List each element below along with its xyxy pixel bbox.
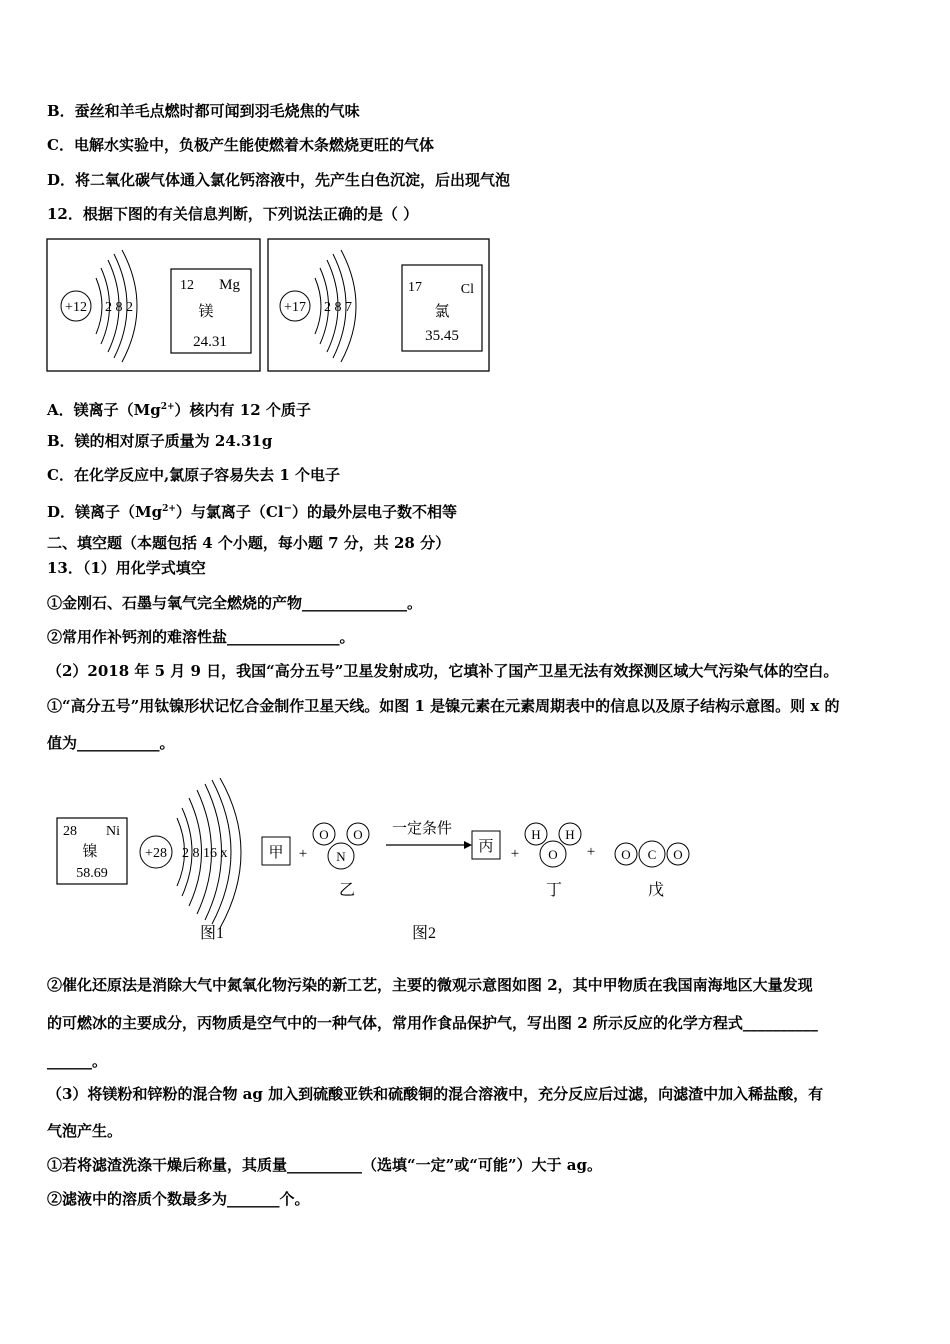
q12-option-d [47,499,457,522]
reaction-condition: 一定条件 [391,821,453,837]
plus-3: + [586,844,596,860]
yi-label: 乙 [338,882,356,899]
ni-name: 镍 [82,844,98,860]
q13-p7: 的可燃冰的主要成分，丙物质是空气中的一种气体，常用作食品保护气，写出图 2 所示反应的化学方程式__________ [47,1014,818,1032]
cl-number: 17 [408,280,422,295]
q12-d-text: D．镁离子（Mg [47,503,163,521]
q12-option-b: B．镁的相对原子质量为 24.31g [47,432,273,450]
plus-1: + [298,846,308,862]
q13-p8: ______。 [47,1052,108,1070]
jia-label: 甲 [268,845,284,861]
q13-p3: （2）2018 年 5 月 9 日，我国“高分五号”卫星发射成功，它填补了国产卫星无法有效探测区域大气污染气体的空白。 [47,662,839,680]
o-atom-1: O [319,827,329,842]
figures-1-2 [52,778,712,948]
option-b: B．蚕丝和羊毛点燃时都可闻到羽毛烧焦的气味 [47,102,360,120]
mg-shell-1-icon [96,278,102,334]
q12-d-charge-2: − [283,503,292,514]
o-atom-3: O [548,847,558,862]
cl-name: 氯 [434,304,450,320]
ni-shells: 2 8 16 x [182,846,228,861]
q13-p12: ②滤液中的溶质个数最多为_______个。 [47,1190,310,1208]
mg-nucleus: +12 [65,300,87,315]
q12-d-text-end: ）的最外层电子数不相等 [291,503,457,521]
cl-mass: 35.45 [425,328,459,344]
o-atom-2: O [353,827,363,842]
q12-a-text-end: ）核内有 12 个质子 [174,401,311,419]
q13-p6: ②催化还原法是消除大气中氮氧化物污染的新工艺，主要的微观示意图如图 2，其中甲物质在我国南海地区大量发现 [47,976,813,994]
option-d: D．将二氧化碳气体通入氯化钙溶液中，先产生白色沉淀，后出现气泡 [47,171,511,189]
ni-nucleus: +28 [145,846,167,861]
q13-p10: 气泡产生。 [47,1122,123,1140]
o-atom-4: O [621,847,631,862]
q13-p4: ①“高分五号”用钛镍形状记忆合金制作卫星天线。如图 1 是镍元素在元素周期表中的信息以及原子结构示意图。则 x 的 [47,697,840,715]
q12-option-c: C．在化学反应中,氯原子容易失去 1 个电子 [47,466,341,484]
q12-a-charge: 2+ [160,402,175,412]
q12-d-charge: 2+ [162,504,176,514]
question-12-stem: 12．根据下图的有关信息判断，下列说法正确的是（ ） [47,205,419,223]
q13-p2: ②常用作补钙剂的难溶性盐_______________。 [47,628,355,646]
o-atom-5: O [673,847,683,862]
q12-a-text: A．镁离子（Mg [47,401,161,419]
cl-nucleus: +17 [284,300,306,315]
cl-shell-1-icon [315,278,321,334]
mg-number: 12 [180,278,194,293]
ni-symbol: Ni [106,824,120,839]
arrow-head-icon [464,841,472,849]
q13-p9: （3）将镁粉和锌粉的混合物 ag 加入到硫酸亚铁和硫酸铜的混合溶液中，充分反应后过滤，向滤渣中加入稀盐酸，有 [47,1085,824,1103]
cl-symbol: Cl [460,282,474,297]
n-atom: N [336,849,346,864]
q12-figure [46,238,492,374]
mg-shells: 2 8 2 [105,300,133,315]
q13-title: 13．（1）用化学式填空 [47,559,206,577]
ding-label: 丁 [545,882,563,899]
ni-mass: 58.69 [76,866,108,881]
fig1-caption: 图1 [199,925,225,942]
section-2-title: 二、填空题（本题包括 4 个小题，每小题 7 分，共 28 分） [47,534,451,552]
cl-shells: 2 8 7 [324,300,352,315]
mg-mass: 24.31 [193,334,227,350]
option-c: C．电解水实验中，负极产生能使燃着木条燃烧更旺的气体 [47,136,434,154]
c-atom: C [647,847,657,862]
q13-p11: ①若将滤渣洗涤干燥后称量，其质量__________（选填“一定”或“可能”）大于 ag。 [47,1156,602,1174]
q13-p1: ①金刚石、石墨与氧气完全燃烧的产物______________。 [47,594,423,612]
h-atom-1: H [531,827,541,842]
q12-option-a [47,397,311,420]
plus-2: + [510,846,520,862]
mg-name: 镁 [198,304,214,320]
mg-symbol: Mg [219,277,240,293]
fig2-caption: 图2 [411,925,437,942]
bing-label: 丙 [478,839,494,855]
wu-label: 戊 [647,882,665,899]
ni-number: 28 [63,824,77,839]
h-atom-2: H [565,827,575,842]
q12-d-text-mid: ）与氯离子（Cl [175,503,284,521]
q13-p5: 值为___________。 [47,734,175,752]
